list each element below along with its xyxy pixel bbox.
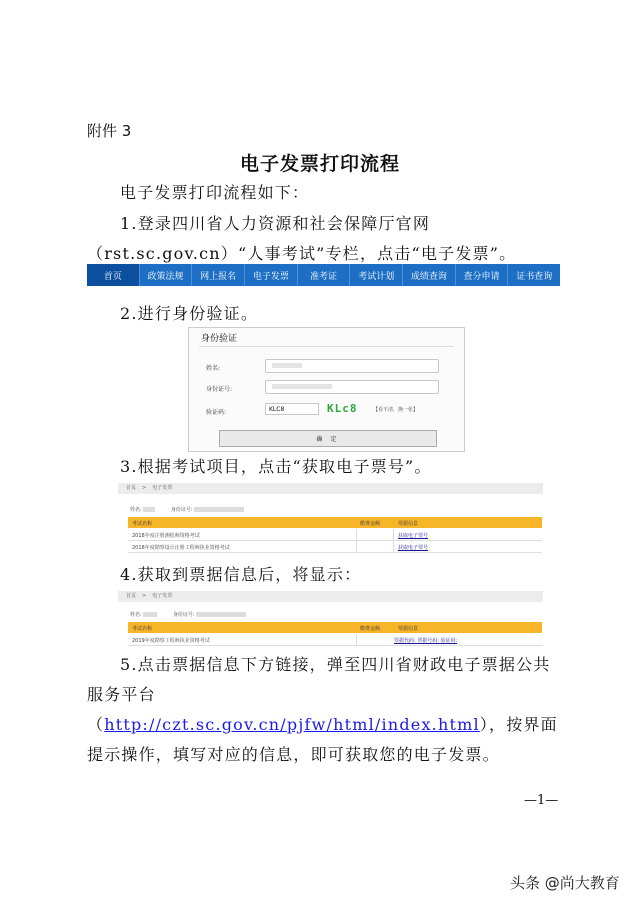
form-divider	[199, 346, 454, 347]
step-2-paragraph: 2.进行身份验证。	[120, 304, 259, 323]
step-5-paragraph	[87, 650, 567, 770]
id-number-label: 身份证号:	[206, 386, 233, 393]
ticket-table-2	[118, 591, 543, 647]
step-4-paragraph: 4.获取到票据信息后，将显示：	[120, 565, 362, 584]
nav-item-exam-plan[interactable]: 考试计划	[350, 264, 403, 286]
ticket-table-1	[118, 483, 543, 555]
row-exam-name: 2018年度注册测绘师资格考试	[132, 533, 200, 539]
finance-platform-link[interactable]: http://czt.sc.gov.cn/pjfw/html/index.html	[104, 715, 480, 734]
person-id-label: 身份证号:	[170, 507, 193, 513]
breadcrumb-current: 电子发票	[152, 593, 173, 599]
person-id-label: 身份证号:	[172, 612, 195, 618]
person-name-value	[143, 507, 155, 512]
get-ticket-number-link[interactable]: 获取电子票号	[398, 545, 429, 551]
col-amount: 缴费金额	[360, 626, 381, 632]
nav-item-score-review[interactable]: 查分申请	[456, 264, 509, 286]
nav-item-policy[interactable]: 政策法规	[140, 264, 193, 286]
name-input[interactable]	[265, 359, 439, 373]
nav-item-certificate-query[interactable]: 证书查询	[516, 271, 553, 282]
captcha-image: KLc8	[327, 402, 358, 415]
captcha-refresh-link[interactable]: 【看不清，换一张】	[373, 407, 419, 413]
step-3-paragraph: 3.根据考试项目，点击“获取电子票号”。	[120, 457, 432, 476]
annex-label: 附件 3	[87, 122, 132, 140]
person-info-row	[130, 506, 244, 513]
nav-item-score-query[interactable]: 成绩查询	[403, 264, 456, 286]
name-label: 姓名:	[206, 365, 221, 372]
nav-item-home[interactable]: 首页	[87, 264, 140, 286]
breadcrumb-separator: >	[142, 593, 147, 599]
site-nav-bar	[87, 264, 560, 286]
form-title: 身份验证	[201, 334, 238, 344]
captcha-input[interactable]: KLC8	[265, 403, 319, 415]
breadcrumb	[118, 591, 543, 602]
row-exam-name: 2018年度勘察设计注册工程师执业资格考试	[132, 545, 230, 551]
breadcrumb	[118, 483, 543, 494]
person-name-value	[143, 612, 157, 617]
breadcrumb-separator: >	[142, 485, 147, 491]
column-divider	[393, 529, 394, 553]
breadcrumb-home[interactable]: 首页	[126, 485, 137, 491]
nav-item-admission-ticket[interactable]: 准考证	[298, 264, 351, 286]
identity-verification-form	[188, 327, 465, 452]
get-ticket-number-link[interactable]: 获取电子票号	[398, 533, 429, 539]
person-id-value	[194, 507, 244, 512]
step-5-suffix: ），按界面提示操作，填写对应的信息，即可获取您的电子发票。	[87, 715, 558, 764]
row-exam-name: 2019年度勘察工程师执业资格考试	[132, 638, 210, 644]
watermark: 头条 @尚大教育	[510, 874, 620, 892]
page-number: —1—	[524, 793, 559, 808]
document-title: 电子发票打印流程	[239, 153, 400, 175]
confirm-button[interactable]: 确 定	[219, 430, 437, 447]
step-5-prefix: 5.点击票据信息下方链接，弹至四川省财政电子票据公共服务平台（	[87, 655, 551, 734]
col-exam-name: 考试名称	[132, 626, 153, 632]
col-exam-name: 考试名称	[132, 521, 153, 527]
nav-item-e-invoice[interactable]: 电子发票	[245, 264, 298, 286]
table-header	[128, 517, 542, 528]
table-row	[128, 529, 542, 541]
person-info-row	[130, 611, 246, 618]
col-ticket-info: 票据信息	[398, 626, 419, 632]
table-row	[128, 541, 542, 553]
col-amount: 缴费金额	[360, 521, 381, 527]
column-divider	[356, 529, 357, 553]
captcha-label: 验证码:	[206, 409, 227, 416]
person-name-label: 姓名:	[130, 612, 142, 618]
table-header	[128, 622, 542, 633]
person-id-value	[196, 612, 246, 617]
nav-item-registration[interactable]: 网上报名	[192, 264, 245, 286]
person-name-label: 姓名:	[130, 507, 142, 513]
col-ticket-info: 票据信息	[398, 521, 419, 527]
breadcrumb-home[interactable]: 首页	[126, 593, 137, 599]
id-number-input[interactable]	[265, 380, 439, 394]
step-1-paragraph: 1.登录四川省人力资源和社会保障厅官网（rst.sc.gov.cn）“人事考试”专栏，点击“电子发票”。	[87, 214, 517, 263]
column-divider	[356, 634, 357, 646]
ticket-info-link[interactable]: 票据代码: 票据号码: 验证码:	[394, 638, 458, 644]
table-row	[128, 634, 542, 646]
breadcrumb-current: 电子发票	[152, 485, 173, 491]
intro-paragraph: 电子发票打印流程如下：	[120, 183, 310, 202]
